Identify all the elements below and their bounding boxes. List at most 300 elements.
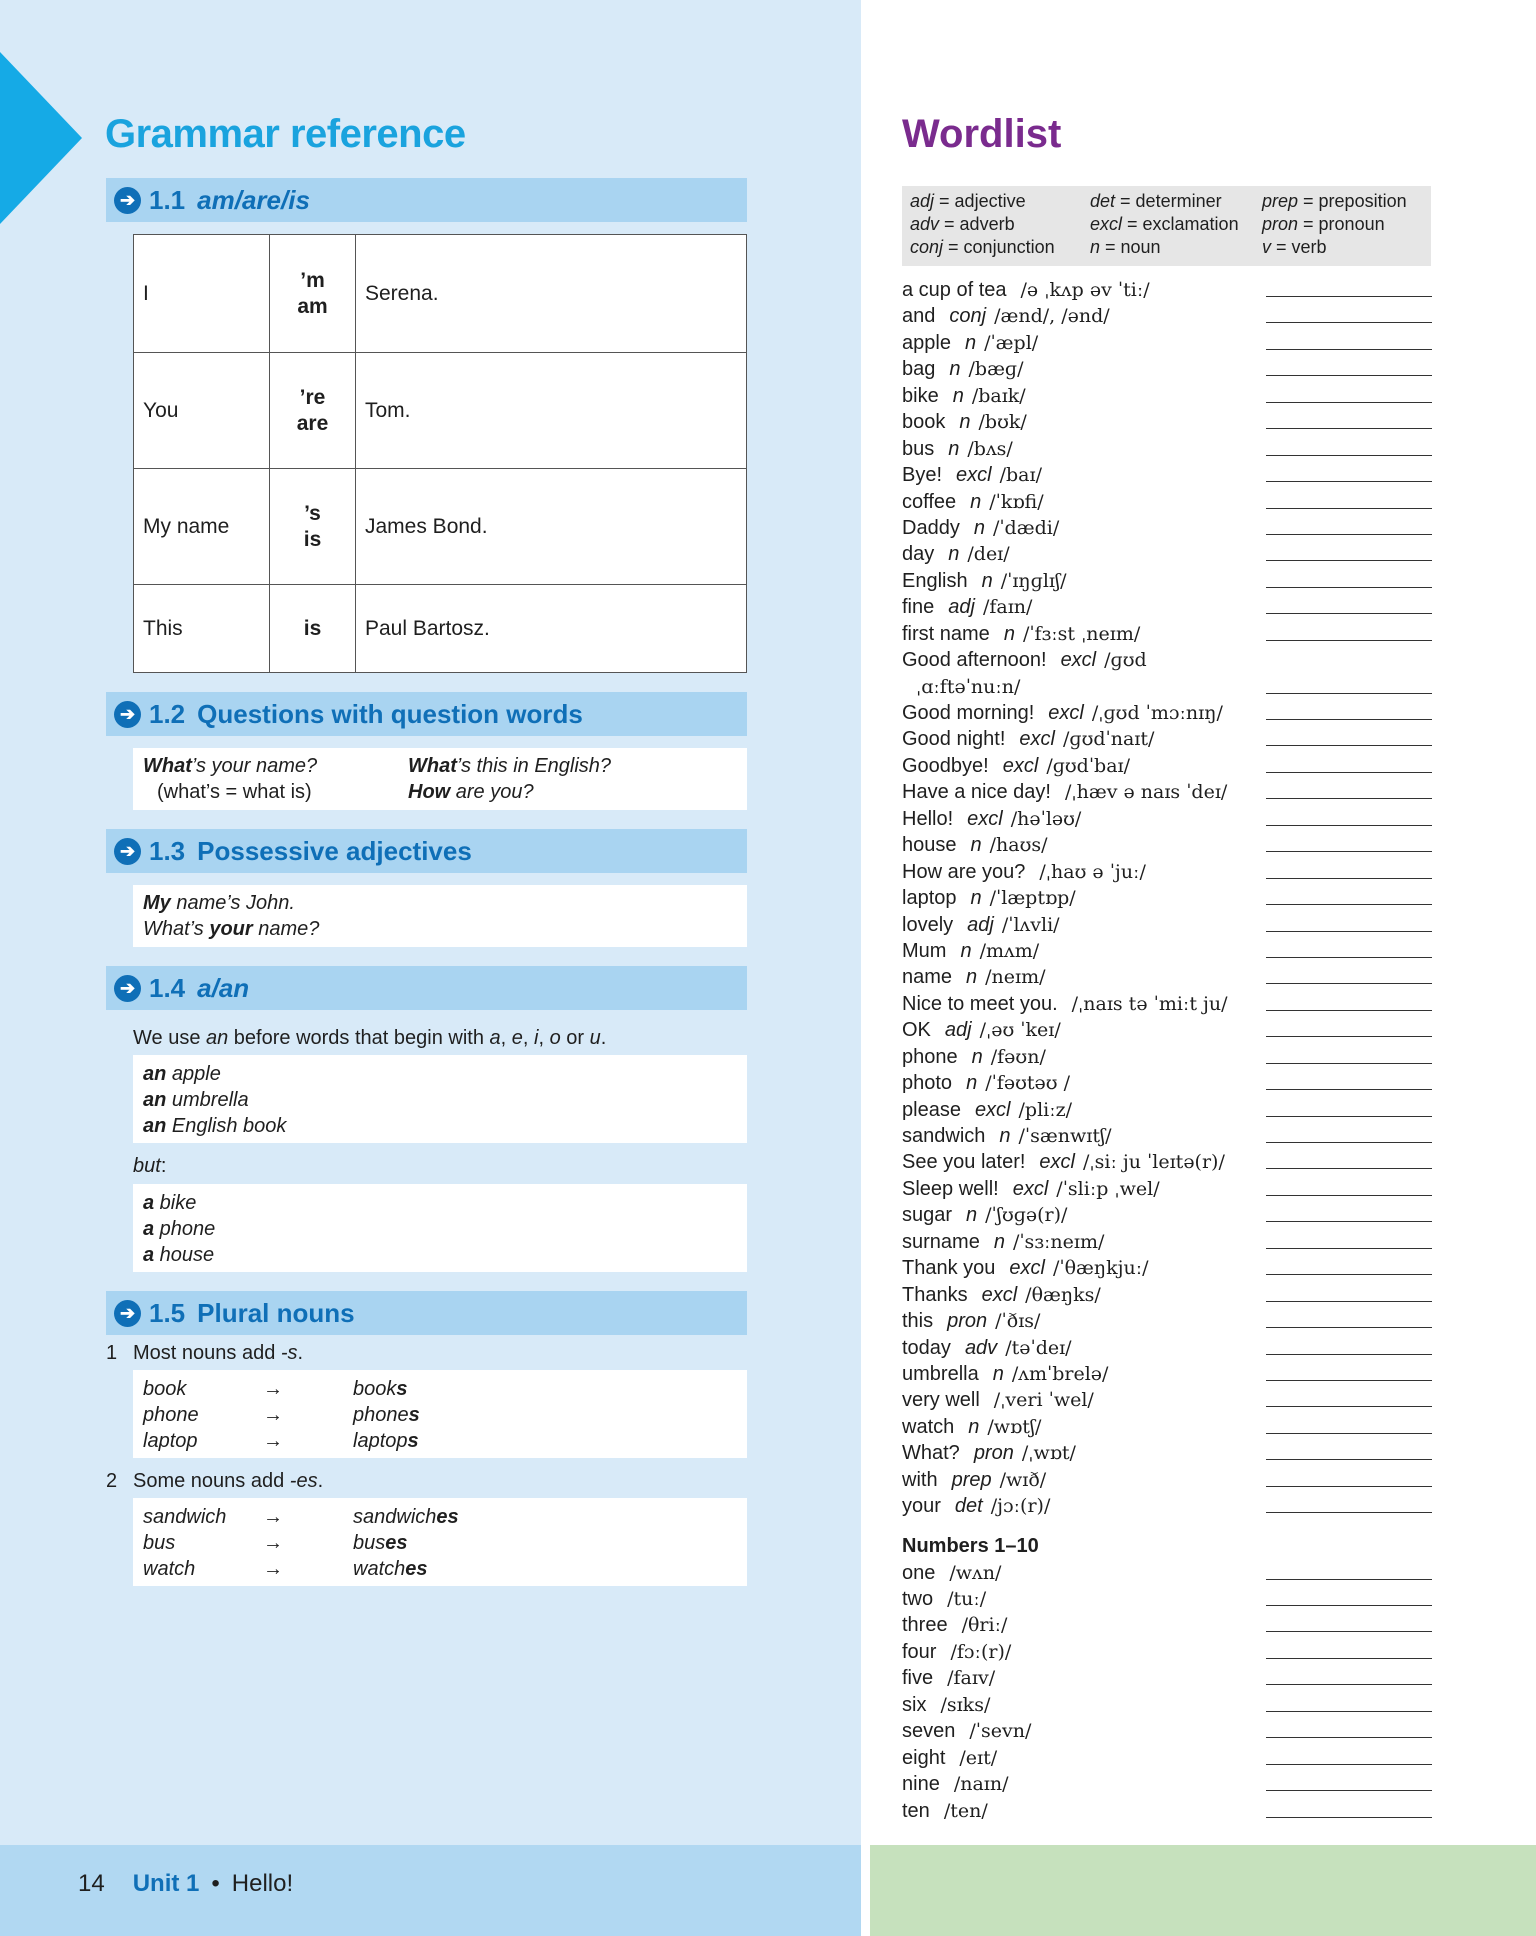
- headword: please: [902, 1098, 961, 1121]
- verb-long: is: [303, 616, 322, 640]
- plural-s-box: [133, 1370, 747, 1458]
- write-in-line[interactable]: [1266, 1274, 1432, 1275]
- pronunciation: /ˈθæŋkjuː/: [1052, 1257, 1149, 1280]
- abbr-code: excl: [1090, 214, 1123, 234]
- plural-row: [143, 1402, 737, 1428]
- plural-suffix: s: [408, 1404, 420, 1426]
- headword: How are you?: [902, 860, 1026, 883]
- plural-noun: [353, 1428, 419, 1454]
- headword: Have a nice day!: [902, 781, 1051, 804]
- wordlist-entry: [902, 885, 1432, 911]
- wordlist-entry: [902, 674, 1432, 700]
- singular-noun: phone: [143, 1404, 199, 1426]
- pronunciation: /ˌhaʊ ə ˈjuː/: [1039, 860, 1146, 883]
- part-of-speech: n: [966, 1204, 978, 1227]
- arrow-right-icon: ➔: [114, 838, 141, 865]
- right-page-footer: [870, 1845, 1536, 1936]
- write-in-line[interactable]: [1266, 1168, 1432, 1169]
- verb-short: ’s: [304, 501, 321, 525]
- plural-suffix: s: [407, 1430, 419, 1452]
- wordlist-entry: [902, 1361, 1432, 1387]
- part-of-speech: excl: [1048, 702, 1084, 724]
- wordlist-entry: [902, 515, 1432, 541]
- part-of-speech: adv: [964, 1336, 998, 1359]
- part-of-speech: n: [948, 543, 960, 566]
- pronunciation: /həˈləʊ/: [1010, 807, 1082, 830]
- pronunciation: /ˈdædi/: [992, 516, 1060, 539]
- write-in-line[interactable]: [1266, 851, 1432, 852]
- write-in-line[interactable]: [1266, 1711, 1432, 1712]
- write-in-line[interactable]: [1266, 455, 1432, 456]
- abbr-code: pron: [1262, 214, 1299, 234]
- abbr-meaning: = verb: [1271, 237, 1327, 257]
- write-in-line[interactable]: [1266, 1248, 1432, 1249]
- punct: ,: [538, 1027, 550, 1049]
- plural-suffix: es: [385, 1532, 408, 1554]
- abbr-entry: [1262, 190, 1422, 213]
- write-in-line[interactable]: [1266, 1684, 1432, 1685]
- write-in-line[interactable]: [1266, 349, 1432, 350]
- headword: phone: [902, 1045, 958, 1068]
- number-entry: [902, 1692, 1432, 1718]
- part-of-speech: excl: [974, 1098, 1011, 1121]
- write-in-line[interactable]: [1266, 719, 1432, 720]
- abbreviations-key: [902, 186, 1431, 266]
- plural-noun: [353, 1504, 459, 1530]
- plural-suffix: es: [405, 1558, 428, 1580]
- wordlist-entry: [902, 489, 1432, 515]
- headword: six: [902, 1693, 927, 1716]
- verb-long: am: [297, 294, 328, 318]
- pronunciation: /ˈsɜːneɪm/: [1012, 1230, 1105, 1253]
- abbr-meaning: = exclamation: [1122, 214, 1239, 234]
- part-of-speech: excl: [1019, 728, 1055, 751]
- write-in-line[interactable]: [1266, 613, 1432, 614]
- wordlist-entry: [902, 1229, 1432, 1255]
- plural-noun: [353, 1556, 428, 1582]
- possessive-word: your: [209, 918, 253, 940]
- plural-stem: watch: [353, 1558, 406, 1580]
- wordlist: [902, 277, 1432, 1824]
- page-number: 14: [78, 1870, 105, 1897]
- singular-noun: watch: [143, 1558, 196, 1580]
- write-in-line[interactable]: [1266, 1036, 1432, 1037]
- part-of-speech: n: [960, 939, 972, 962]
- abbr-entry: [1262, 213, 1422, 236]
- plural-noun: [353, 1530, 408, 1556]
- write-in-line[interactable]: [1266, 1605, 1432, 1606]
- verb-long: is: [303, 527, 322, 551]
- pronunciation: /ɡʊdˈnaɪt/: [1063, 728, 1155, 751]
- part-of-speech: n: [970, 490, 982, 513]
- article: [143, 1218, 154, 1240]
- pronunciation: /ˌəʊ ˈkeɪ/: [979, 1019, 1061, 1042]
- wordlist-entry: [902, 1335, 1432, 1361]
- part-of-speech: excl: [1039, 1151, 1075, 1174]
- wordlist-entry: [902, 832, 1432, 858]
- part-of-speech: conj: [949, 305, 987, 328]
- headword: Mum: [902, 939, 947, 962]
- plural-rule-2: [106, 1468, 323, 1494]
- wordlist-entry: [902, 1070, 1432, 1096]
- complement-cell: Tom.: [356, 353, 747, 469]
- headword: and: [902, 305, 936, 328]
- wordlist-entry: [902, 568, 1432, 594]
- vowel: e: [511, 1027, 523, 1049]
- question-text: ’s your name?: [191, 755, 318, 777]
- questions-box: [133, 748, 747, 810]
- write-in-line[interactable]: [1266, 1301, 1432, 1302]
- complement-cell: Serena.: [356, 235, 747, 353]
- wordlist-entry: [902, 726, 1432, 752]
- write-in-line[interactable]: [1266, 1116, 1432, 1117]
- write-in-line[interactable]: [1266, 428, 1432, 429]
- plural-row: [143, 1428, 737, 1454]
- possessive-box: [133, 885, 747, 947]
- part-of-speech: n: [999, 1125, 1011, 1147]
- number-entry: [902, 1639, 1432, 1665]
- write-in-line[interactable]: [1266, 983, 1432, 984]
- example-word: phone: [154, 1218, 216, 1240]
- abbr-meaning: = determiner: [1115, 191, 1222, 211]
- abbr-entry: [1262, 236, 1422, 259]
- wordlist-entry: [902, 991, 1432, 1017]
- headword: name: [902, 966, 953, 989]
- pronunciation: /tuː/: [947, 1588, 987, 1610]
- write-in-line[interactable]: [1266, 1737, 1432, 1738]
- pronunciation: /ˈsevn/: [969, 1720, 1032, 1743]
- abbr-code: det: [1090, 191, 1116, 211]
- section-number: 1.1: [149, 184, 186, 215]
- section-number: 1.4: [149, 972, 186, 1003]
- wordlist-entry: [902, 1282, 1432, 1308]
- section-title: Questions with question words: [197, 698, 583, 729]
- part-of-speech: adj: [944, 1019, 972, 1042]
- abbr-meaning: = adverb: [939, 214, 1015, 234]
- number-entry: [902, 1798, 1432, 1824]
- wordlist-entry: [902, 462, 1432, 488]
- headword: fine: [902, 596, 935, 619]
- headword: Sleep well!: [902, 1177, 999, 1200]
- write-in-line[interactable]: [1266, 1063, 1432, 1064]
- write-in-line[interactable]: [1266, 745, 1432, 746]
- but-label: [133, 1153, 166, 1179]
- example-text: name?: [252, 918, 320, 940]
- write-in-line[interactable]: [1266, 534, 1432, 535]
- headword: Bye!: [902, 464, 943, 487]
- article: [143, 1115, 166, 1137]
- pronunciation: /ˈʃʊɡə(r)/: [985, 1204, 1068, 1227]
- headword: seven: [902, 1720, 956, 1743]
- headword: Good night!: [902, 728, 1006, 751]
- plural-noun: [353, 1402, 420, 1428]
- pronunciation: ˌɑːftəˈnuːn/: [916, 675, 1021, 698]
- write-in-line[interactable]: [1266, 1658, 1432, 1659]
- article-text: an: [143, 1089, 167, 1111]
- write-in-line[interactable]: [1266, 931, 1432, 932]
- write-in-line[interactable]: [1266, 1790, 1432, 1791]
- wordlist-entry: [902, 1308, 1432, 1334]
- headword: Goodbye!: [902, 754, 989, 777]
- write-in-line[interactable]: [1266, 825, 1432, 826]
- wordlist-entry: [902, 1414, 1432, 1440]
- write-in-line[interactable]: [1266, 1195, 1432, 1196]
- part-of-speech: n: [1003, 622, 1015, 645]
- example-item: [143, 1216, 737, 1242]
- rule-number: 1: [106, 1342, 118, 1364]
- plural-noun: [353, 1376, 408, 1402]
- part-of-speech: det: [954, 1495, 983, 1518]
- abbr-code: conj: [910, 237, 944, 257]
- wordlist-entry: [902, 1202, 1432, 1228]
- singular-noun: laptop: [143, 1430, 198, 1452]
- headword: eight: [902, 1746, 946, 1769]
- pronunciation: /mʌm/: [979, 939, 1040, 962]
- write-in-line[interactable]: [1266, 1579, 1432, 1580]
- article: [143, 1244, 154, 1266]
- section-header-1-4: [106, 966, 747, 1010]
- headword: laptop: [902, 887, 957, 910]
- abbr-entry: [1090, 190, 1262, 213]
- write-in-line[interactable]: [1266, 402, 1432, 403]
- wordlist-entry: [902, 277, 1432, 303]
- pronunciation: /sɪks/: [940, 1693, 991, 1716]
- pronunciation: /ˌɡʊd ˈmɔːnɪŋ/: [1091, 702, 1223, 724]
- write-in-line[interactable]: [1266, 1459, 1432, 1460]
- wordlist-entry: [902, 964, 1432, 990]
- rule-text: before words that begin with: [228, 1027, 490, 1049]
- write-in-line[interactable]: [1266, 878, 1432, 879]
- headword: five: [902, 1667, 934, 1690]
- pronunciation: /haʊs/: [989, 834, 1048, 857]
- rule-text: We use: [133, 1027, 206, 1049]
- pronunciation: /ə ˌkʌp əv ˈtiː/: [1020, 279, 1150, 301]
- write-in-line[interactable]: [1266, 560, 1432, 561]
- write-in-line[interactable]: [1266, 322, 1432, 323]
- arrow-right-icon: ➔: [114, 701, 141, 728]
- abbr-code: n: [1090, 237, 1101, 257]
- plural-rule-1: [106, 1340, 303, 1366]
- example-item: [143, 1061, 737, 1087]
- complement-cell: Paul Bartosz.: [356, 585, 747, 673]
- pronunciation: /ˌsiː ju ˈleɪtə(r)/: [1083, 1151, 1225, 1174]
- headword: two: [902, 1588, 934, 1610]
- write-in-line[interactable]: [1266, 1089, 1432, 1090]
- plural-stem: bus: [353, 1532, 386, 1554]
- wordlist-entry: [902, 330, 1432, 356]
- example-word: house: [154, 1244, 215, 1266]
- number-entry: [902, 1560, 1432, 1586]
- write-in-line[interactable]: [1266, 904, 1432, 905]
- write-in-line[interactable]: [1266, 1380, 1432, 1381]
- abbr-code: adj: [910, 191, 935, 211]
- plural-stem: phone: [353, 1404, 409, 1426]
- write-in-line[interactable]: [1266, 1631, 1432, 1632]
- pronunciation: /neɪm/: [985, 966, 1046, 989]
- wordlist-entry: [902, 1097, 1432, 1123]
- punct: :: [160, 1155, 167, 1177]
- article: [143, 1089, 166, 1111]
- write-in-line[interactable]: [1266, 1010, 1432, 1011]
- singular-noun: bus: [143, 1532, 176, 1554]
- example-word: umbrella: [166, 1089, 249, 1111]
- headword: sandwich: [902, 1125, 986, 1147]
- pronunciation: /deɪ/: [967, 543, 1010, 566]
- arrow-right-icon: ➔: [114, 975, 141, 1002]
- write-in-line[interactable]: [1266, 1327, 1432, 1328]
- write-in-line[interactable]: [1266, 772, 1432, 773]
- unit-label: Unit 1: [132, 1870, 200, 1897]
- punct: ,: [500, 1027, 512, 1049]
- abbr-code: v: [1262, 237, 1271, 257]
- punct: .: [317, 1470, 324, 1492]
- arrow-right-icon: ➔: [114, 187, 141, 214]
- pronunciation: /ˈlæptɒp/: [989, 887, 1076, 910]
- headword: See you later!: [902, 1151, 1026, 1174]
- unit-title: Hello!: [231, 1870, 294, 1897]
- wordlist-entry: [902, 859, 1432, 885]
- article: [143, 1192, 154, 1214]
- plural-stem: sandwich: [353, 1506, 437, 1528]
- wordlist-entry: [902, 1467, 1432, 1493]
- punct: .: [600, 1027, 607, 1049]
- wordlist-entry: [902, 806, 1432, 832]
- headword: day: [902, 543, 935, 566]
- plural-es-box: [133, 1498, 747, 1586]
- verb-cell: [270, 353, 356, 469]
- pronunciation: /ɡʊd: [1104, 649, 1147, 672]
- write-in-line[interactable]: [1266, 587, 1432, 588]
- rule-text: Most nouns add: [133, 1342, 281, 1364]
- write-in-line[interactable]: [1266, 1406, 1432, 1407]
- headword: very well: [902, 1389, 980, 1412]
- headword: book: [902, 411, 946, 434]
- write-in-line[interactable]: [1266, 1433, 1432, 1434]
- abbr-column: [910, 190, 1090, 262]
- wordlist-entry: [902, 1176, 1432, 1202]
- write-in-line[interactable]: [1266, 798, 1432, 799]
- pronunciation: /eɪt/: [959, 1746, 998, 1769]
- headword: nine: [902, 1773, 940, 1796]
- numbers-heading: Numbers 1–10: [902, 1534, 1039, 1557]
- section-header-1-5: [106, 1291, 747, 1335]
- pronunciation: /ˌveri ˈwel/: [993, 1389, 1094, 1412]
- abbr-entry: [910, 213, 1090, 236]
- part-of-speech: excl: [1012, 1177, 1049, 1200]
- section-number: 1.5: [149, 1297, 186, 1328]
- question-word: What: [408, 755, 457, 777]
- write-in-line[interactable]: [1266, 1817, 1432, 1818]
- part-of-speech: n: [952, 384, 964, 407]
- headword: a cup of tea: [902, 279, 1007, 301]
- wordlist-entry: [902, 1123, 1432, 1149]
- pronunciation: /ˈkɒfi/: [989, 490, 1044, 513]
- wordlist-entry: [902, 779, 1432, 805]
- part-of-speech: n: [966, 966, 978, 989]
- pronunciation: /ˌwɒt/: [1021, 1442, 1076, 1465]
- question-word: What: [143, 755, 192, 777]
- part-of-speech: n: [968, 1415, 980, 1438]
- vowel: u: [589, 1027, 601, 1049]
- write-in-line[interactable]: [1266, 296, 1432, 297]
- pronunciation: /bæɡ/: [968, 358, 1024, 381]
- number-entry: [902, 1612, 1432, 1638]
- write-in-line[interactable]: [1266, 1221, 1432, 1222]
- write-in-line[interactable]: [1266, 1354, 1432, 1355]
- pronunciation: /faɪv/: [947, 1667, 996, 1690]
- part-of-speech: n: [970, 834, 982, 857]
- headword: three: [902, 1614, 948, 1637]
- write-in-line[interactable]: [1266, 957, 1432, 958]
- pronunciation: /ten/: [943, 1799, 988, 1822]
- plural-row: [143, 1376, 737, 1402]
- wordlist-entry: [902, 541, 1432, 567]
- abbr-entry: [1090, 236, 1262, 259]
- part-of-speech: excl: [956, 464, 992, 487]
- article-text: a: [143, 1244, 155, 1266]
- write-in-line[interactable]: [1266, 375, 1432, 376]
- headword: Good morning!: [902, 702, 1035, 724]
- subject-cell: I: [134, 235, 270, 353]
- abbr-meaning: = adjective: [934, 191, 1026, 211]
- arrow-right-icon: ➔: [114, 1300, 141, 1327]
- write-in-line[interactable]: [1266, 1512, 1432, 1513]
- pronunciation: /ˈfəʊtəʊ /: [985, 1072, 1070, 1095]
- part-of-speech: n: [993, 1230, 1005, 1253]
- section-header-1-3: [106, 829, 747, 873]
- headword: ten: [902, 1799, 930, 1822]
- punct: or: [560, 1027, 590, 1049]
- write-in-line[interactable]: [1266, 1486, 1432, 1487]
- write-in-line[interactable]: [1266, 1142, 1432, 1143]
- verb-cell: [270, 469, 356, 585]
- pronunciation: /ˌhæv ə naɪs ˈdeɪ/: [1064, 781, 1228, 804]
- pronunciation: /pliːz/: [1018, 1098, 1073, 1121]
- vowel: i: [534, 1027, 539, 1049]
- arrow-right-icon: →: [263, 1558, 283, 1580]
- write-in-line[interactable]: [1266, 640, 1432, 641]
- write-in-line[interactable]: [1266, 481, 1432, 482]
- subject-cell: This: [134, 585, 270, 673]
- write-in-line[interactable]: [1266, 693, 1432, 694]
- vowel: a: [489, 1027, 501, 1049]
- section-title: Possessive adjectives: [197, 835, 472, 866]
- headword: today: [902, 1336, 951, 1359]
- part-of-speech: n: [949, 358, 961, 381]
- example-item: [143, 1242, 737, 1268]
- example-item: [143, 1113, 737, 1139]
- headword: umbrella: [902, 1362, 979, 1385]
- write-in-line[interactable]: [1266, 508, 1432, 509]
- wordlist-entry: [902, 436, 1432, 462]
- pronunciation: /təˈdeɪ/: [1005, 1336, 1072, 1359]
- part-of-speech: n: [973, 516, 985, 539]
- example-text: name’s John.: [170, 892, 295, 914]
- headword: Thanks: [902, 1283, 968, 1306]
- part-of-speech: pron: [973, 1442, 1014, 1465]
- pronunciation: /wɒtʃ/: [987, 1415, 1042, 1438]
- table-row: [134, 235, 747, 353]
- headword: four: [902, 1640, 937, 1663]
- number-entry: [902, 1586, 1432, 1612]
- abbr-meaning: = conjunction: [943, 237, 1055, 257]
- pronunciation: /ɡʊdˈbaɪ/: [1046, 754, 1131, 777]
- section-title: a/an: [197, 972, 250, 1003]
- an-examples-box: [133, 1055, 747, 1143]
- wordlist-entry: [902, 409, 1432, 435]
- write-in-line[interactable]: [1266, 1764, 1432, 1765]
- wordlist-entry: [902, 647, 1432, 673]
